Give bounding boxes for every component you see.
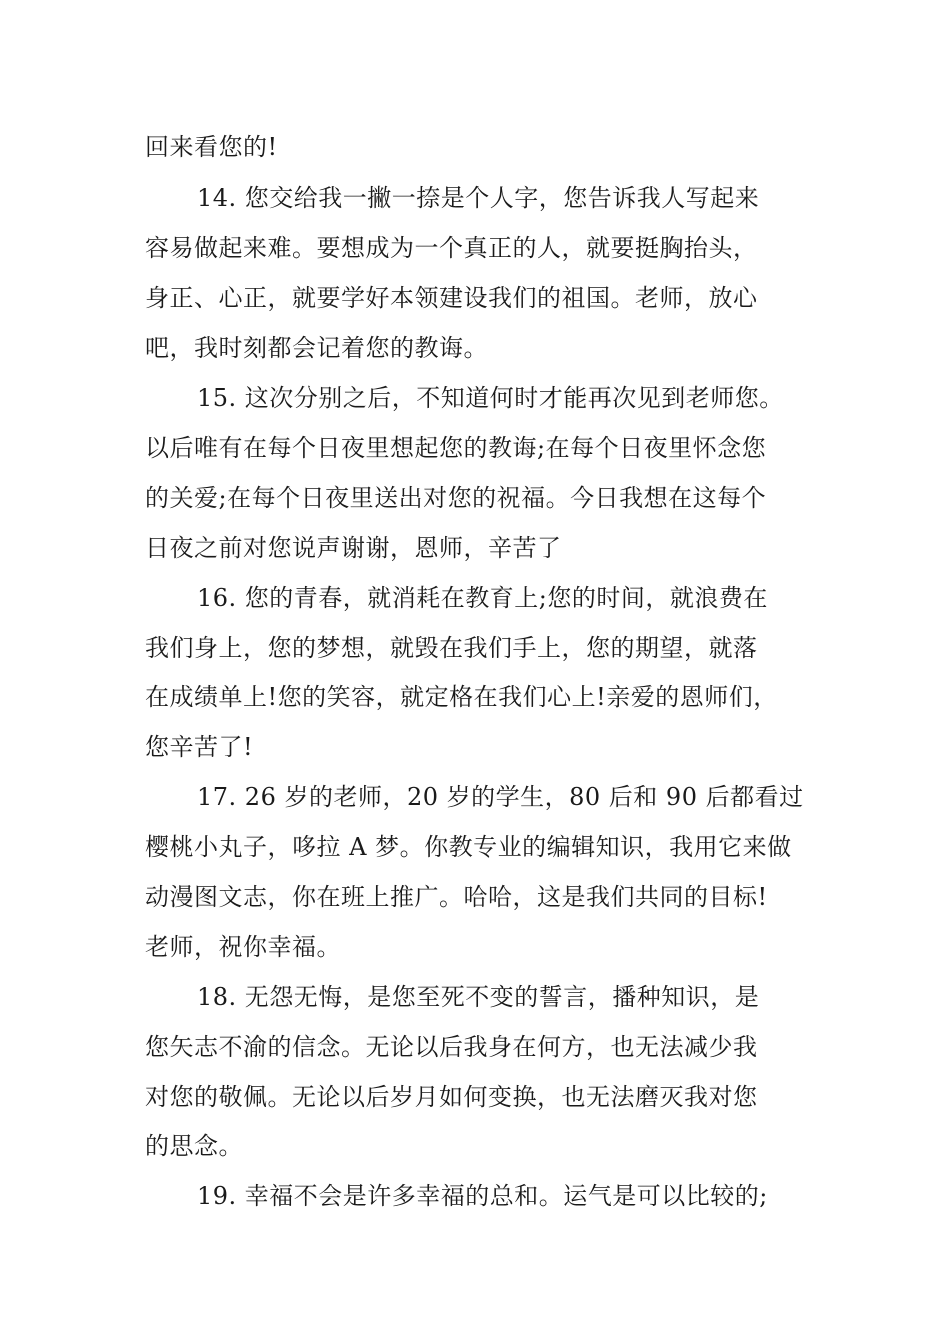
- text-line: 我们身上，您的梦想，就毁在我们手上，您的期望，就落: [145, 634, 758, 662]
- text-line: 在成绩单上!您的笑容，就定格在我们心上!亲爱的恩师们，: [145, 683, 778, 711]
- paragraph-15-line: 15. 这次分别之后，不知道何时才能再次见到老师您。: [197, 384, 784, 412]
- text-line: 容易做起来难。要想成为一个真正的人，就要挺胸抬头，: [145, 234, 758, 262]
- text-line: 以后唯有在每个日夜里想起您的教诲;在每个日夜里怀念您: [145, 434, 767, 462]
- text-line: 日夜之前对您说声谢谢，恩师，辛苦了: [145, 534, 562, 562]
- text-line: 对您的敬佩。无论以后岁月如何变换，也无法磨灭我对您: [145, 1083, 758, 1111]
- text-line: 您辛苦了!: [145, 733, 254, 761]
- paragraph-18-line: 18. 无怨无悔，是您至死不变的誓言，播种知识，是: [197, 983, 760, 1011]
- paragraph-16-line: 16. 您的青春，就消耗在教育上;您的时间，就浪费在: [197, 584, 768, 612]
- text-line: 身正、心正，就要学好本领建设我们的祖国。老师，放心: [145, 284, 758, 312]
- text-line: 的思念。: [145, 1132, 243, 1160]
- paragraph-19-line: 19. 幸福不会是许多幸福的总和。运气是可以比较的;: [197, 1182, 768, 1210]
- text-line: 回来看您的!: [145, 133, 278, 161]
- text-line: 老师，祝你幸福。: [145, 933, 341, 961]
- text-line: 的关爱;在每个日夜里送出对您的祝福。今日我想在这每个: [145, 484, 767, 512]
- text-line: 您矢志不渝的信念。无论以后我身在何方，也无法减少我: [145, 1033, 758, 1061]
- text-line: 动漫图文志，你在班上推广。哈哈，这是我们共同的目标!: [145, 883, 768, 911]
- text-line: 樱桃小丸子，哆拉 A 梦。你教专业的编辑知识，我用它来做: [145, 833, 792, 861]
- paragraph-14-line: 14. 您交给我一撇一捺是个人字，您告诉我人写起来: [197, 184, 760, 212]
- paragraph-17-line: 17. 26 岁的老师，20 岁的学生，80 后和 90 后都看过: [197, 783, 804, 811]
- text-line: 吧，我时刻都会记着您的教诲。: [145, 334, 488, 362]
